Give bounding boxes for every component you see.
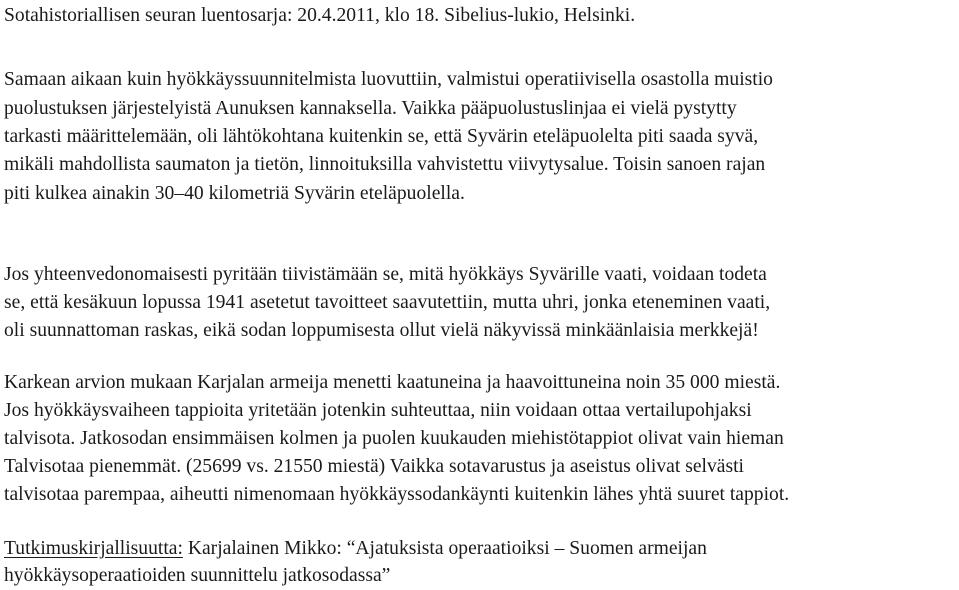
paragraph-2-line-1: Jos yhteenvedonomaisesti pyritään tiivistämään se, mitä hyökkäys Syvärille vaati, voidaan todeta — [4, 264, 767, 285]
paragraph-text: Samaan aikaan kuin hyökkäyssuunnitelmista luovuttiin, valmistui operatiivisella osastolla muistio — [4, 69, 773, 90]
reference-citation: Karjalainen Mikko: “Ajatuksista operaatioiksi – Suomen armeijan — [187, 538, 707, 559]
paragraph-1-line-4: mikäli mahdollista saumaton ja tietön, linnoituksilla vahvistettu viivytysalue. Toisin sanoen rajan — [4, 154, 766, 175]
references-line-1 — [4, 537, 707, 561]
paragraph-3-line-4: Talvisotaa pienemmät. (25699 vs. 21550 miestä) Vaikka sotavarustus ja aseistus olivat selvästi — [4, 456, 744, 477]
paragraph-2-line-2: se, että kesäkuun lopussa 1941 asetetut tavoitteet saavutettiin, mutta uhri, jonka eteneminen vaati, — [4, 292, 771, 313]
paragraph-1-line-1 — [4, 68, 954, 92]
paragraph-2-line-3: oli suunnattoman raskas, eikä sodan loppumisesta ollut vielä näkyvissä minkäänlaisia merkkejä! — [4, 320, 759, 341]
paragraph-3-line-2: Jos hyökkäysvaiheen tappioita yritetään jotenkin suhteuttaa, niin voidaan ottaa vertailupohjaksi — [4, 400, 752, 421]
paragraph-3-line-5: talvisotaa parempaa, aiheutti nimenomaan hyökkäyssodankäynti kuitenkin lähes yhtä suuret tappiot. — [4, 484, 790, 505]
paragraph-1-line-2: puolustuksen järjestelyistä Aunuksen kannaksella. Vaikka pääpuolustuslinjaa ei vielä pystytty — [4, 98, 737, 119]
paragraph-1-line-3: tarkasti määrittelemään, oli lähtökohtana kuitenkin se, että Syvärin eteläpuolelta piti saada syvä, — [4, 126, 759, 147]
references-line-2: hyökkäysoperaatioiden suunnittelu jatkosodassa” — [4, 565, 391, 586]
paragraph-3-line-1: Karkean arvion mukaan Karjalan armeija menetti kaatuneina ja haavoittuneina noin 35 000 miestä. — [4, 372, 781, 393]
document-header: Sotahistoriallisen seuran luentosarja: 20.4.2011, klo 18. Sibelius-lukio, Helsinki. — [4, 5, 636, 26]
references-label: Tutkimuskirjallisuutta: — [4, 538, 183, 559]
paragraph-1-line-5: piti kulkea ainakin 30–40 kilometriä Syvärin eteläpuolella. — [4, 183, 465, 204]
paragraph-3-line-3: talvisota. Jatkosodan ensimmäisen kolmen ja puolen kuukauden miehistötappiot olivat vain hieman — [4, 428, 784, 449]
